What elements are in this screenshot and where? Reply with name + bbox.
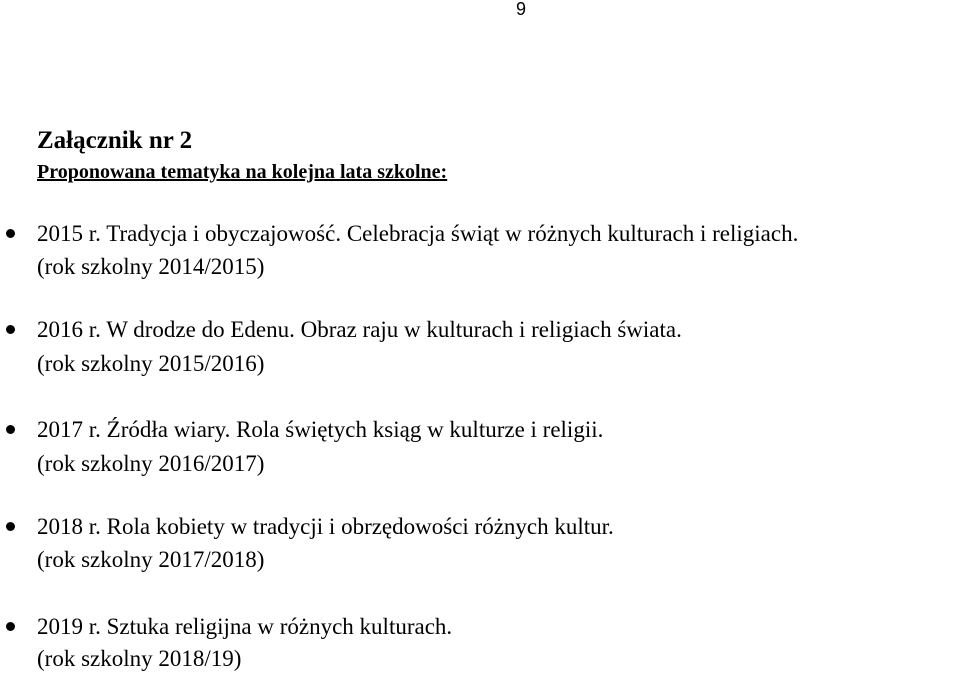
school-year: (rok szkolny 2016/2017)	[37, 451, 265, 476]
page-number: 9	[516, 0, 527, 19]
school-year: (rok szkolny 2018/19)	[37, 646, 242, 671]
topics-subheading: Proponowana tematyka na kolejna lata szkolne:	[37, 161, 448, 183]
school-year: (rok szkolny 2017/2018)	[37, 547, 265, 572]
topic-title: 2015 r. Tradycja i obyczajowość. Celebracja świąt w różnych kulturach i religiach.	[37, 221, 799, 246]
topic-title: 2016 r. W drodze do Edenu. Obraz raju w kulturach i religiach świata.	[37, 317, 682, 342]
attachment-heading: Załącznik nr 2	[37, 127, 193, 154]
bullet-icon	[6, 229, 15, 238]
topic-title: 2018 r. Rola kobiety w tradycji i obrzędowości różnych kultur.	[37, 514, 614, 539]
bullet-icon	[6, 425, 15, 434]
bullet-icon	[6, 622, 15, 631]
bullet-icon	[6, 522, 15, 531]
school-year: (rok szkolny 2014/2015)	[37, 254, 265, 279]
school-year: (rok szkolny 2015/2016)	[37, 351, 265, 376]
topic-title: 2017 r. Źródła wiary. Rola świętych ksiąg w kulturze i religii.	[37, 417, 604, 442]
bullet-icon	[6, 325, 15, 334]
topic-title: 2019 r. Sztuka religijna w różnych kulturach.	[37, 614, 453, 639]
